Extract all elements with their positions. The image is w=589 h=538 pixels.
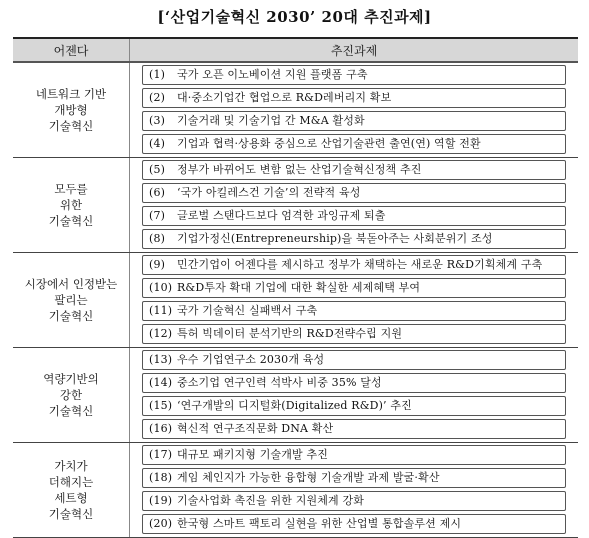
task-list [130, 348, 579, 443]
agenda-group-row [13, 443, 578, 538]
task-text: 대·중소기업간 협업으로 R&D레버리지 확보 [177, 91, 392, 104]
agenda-category-line: 시장에서 인정받는 [24, 277, 118, 291]
task-number: (16) [149, 422, 173, 435]
table-body [13, 62, 578, 538]
task-item [142, 396, 566, 416]
agenda-category-line: 기술혁신 [48, 214, 94, 228]
task-text: 우수 기업연구소 2030개 육성 [177, 353, 325, 366]
task-text: 특허 빅데이터 분석기반의 R&D전략수립 지원 [177, 327, 403, 340]
agenda-category-line: 강한 [59, 388, 83, 402]
task-item [142, 350, 566, 370]
task-number: (8) [149, 232, 166, 245]
task-item [142, 468, 566, 488]
agenda-category-line: 가치가 [54, 459, 88, 473]
agenda-group-row [13, 253, 578, 348]
task-number: (19) [149, 494, 173, 507]
task-text: 국가 기술혁신 실패백서 구축 [177, 304, 318, 317]
task-number: (17) [149, 448, 173, 461]
table-header-row [13, 38, 578, 62]
agenda-category [13, 348, 130, 443]
header-agenda: 어젠다 [13, 38, 130, 62]
agenda-category-line: 기술혁신 [48, 119, 94, 133]
header-tasks: 추진과제 [130, 38, 579, 62]
task-list [130, 253, 579, 348]
task-number: (18) [149, 471, 173, 484]
task-number: (15) [149, 399, 173, 412]
task-number: (7) [149, 209, 166, 222]
agenda-category-line: 더해지는 [48, 475, 94, 489]
task-item [142, 445, 566, 465]
task-text: R&D투자 확대 기업에 대한 확실한 세제혜택 부여 [177, 281, 421, 294]
task-item [142, 160, 566, 180]
agenda-category [13, 158, 130, 253]
task-text: 글로벌 스탠다드보다 엄격한 과잉규제 퇴출 [177, 209, 386, 222]
agenda-category-line: 기술혁신 [48, 309, 94, 323]
task-item [142, 206, 566, 226]
task-text: 한국형 스마트 팩토리 실현을 위한 산업별 통합솔루션 제시 [177, 517, 462, 530]
task-number: (6) [149, 186, 166, 199]
task-item [142, 419, 566, 439]
task-text: 민간기업이 어젠다를 제시하고 정부가 채택하는 새로운 R&D기획체계 구축 [177, 258, 543, 271]
task-text: ‘국가 아킬레스건 기술’의 전략적 육성 [177, 186, 361, 199]
task-item [142, 229, 566, 249]
task-item [142, 491, 566, 511]
task-item [142, 111, 566, 131]
agenda-category-line: 팔리는 [54, 293, 88, 307]
task-text: 기술거래 및 기술기업 간 M&A 활성화 [177, 114, 365, 127]
task-text: 기업가정신(Entrepreneurship)을 북돋아주는 사회분위기 조성 [177, 232, 493, 245]
task-number: (9) [149, 258, 166, 271]
task-number: (10) [149, 281, 173, 294]
task-text: 기술사업화 촉진을 위한 지원체계 강화 [177, 494, 365, 507]
task-item [142, 514, 566, 534]
task-item [142, 255, 566, 275]
agenda-category-line: 위한 [59, 198, 83, 212]
task-item [142, 278, 566, 298]
task-number: (14) [149, 376, 173, 389]
task-list [130, 443, 579, 538]
agenda-group-row [13, 348, 578, 443]
task-number: (5) [149, 163, 166, 176]
task-number: (12) [149, 327, 173, 340]
agenda-group-row [13, 158, 578, 253]
agenda-category-line: 개방형 [54, 103, 88, 117]
task-item [142, 373, 566, 393]
agenda-category-line: 모두를 [54, 182, 88, 196]
task-item [142, 324, 566, 344]
agenda-category-line: 세트형 [54, 491, 88, 505]
task-text: 기업과 협력·상용화 중심으로 산업기술관련 출연(연) 역할 전환 [177, 137, 481, 150]
task-item [142, 65, 566, 85]
task-number: (13) [149, 353, 173, 366]
task-item [142, 134, 566, 154]
task-number: (20) [149, 517, 173, 530]
task-text: 국가 오픈 이노베이션 지원 플랫폼 구축 [177, 68, 368, 81]
task-list [130, 158, 579, 253]
task-number: (4) [149, 137, 166, 150]
task-text: 혁신적 연구조직문화 DNA 확산 [177, 422, 334, 435]
task-number: (11) [149, 304, 173, 317]
task-text: 정부가 바뀌어도 변함 없는 산업기술혁신정책 추진 [177, 163, 422, 176]
task-item [142, 301, 566, 321]
agenda-category-line: 기술혁신 [48, 404, 94, 418]
task-item [142, 183, 566, 203]
agenda-category [13, 443, 130, 538]
agenda-category-line: 기술혁신 [48, 507, 94, 521]
task-text: 중소기업 연구인력 석박사 비중 35% 달성 [177, 376, 382, 389]
task-text: ‘연구개발의 디지털화(Digitalized R&D)’ 추진 [177, 399, 412, 412]
task-text: 대규모 패키지형 기술개발 추진 [177, 448, 329, 461]
document-title: [‘산업기술혁신 2030’ 20대 추진과제] [157, 8, 432, 26]
task-text: 게임 체인지가 가능한 융합형 기술개발 과제 발굴·확산 [177, 471, 440, 484]
task-list [130, 62, 579, 158]
task-item [142, 88, 566, 108]
task-number: (2) [149, 91, 166, 104]
agenda-group-row [13, 62, 578, 158]
agenda-category-line: 네트워크 기반 [35, 87, 107, 101]
agenda-category [13, 62, 130, 158]
agenda-table [13, 37, 578, 538]
task-number: (1) [149, 68, 166, 81]
agenda-category-line: 역량기반의 [43, 372, 99, 386]
agenda-category [13, 253, 130, 348]
task-number: (3) [149, 114, 166, 127]
